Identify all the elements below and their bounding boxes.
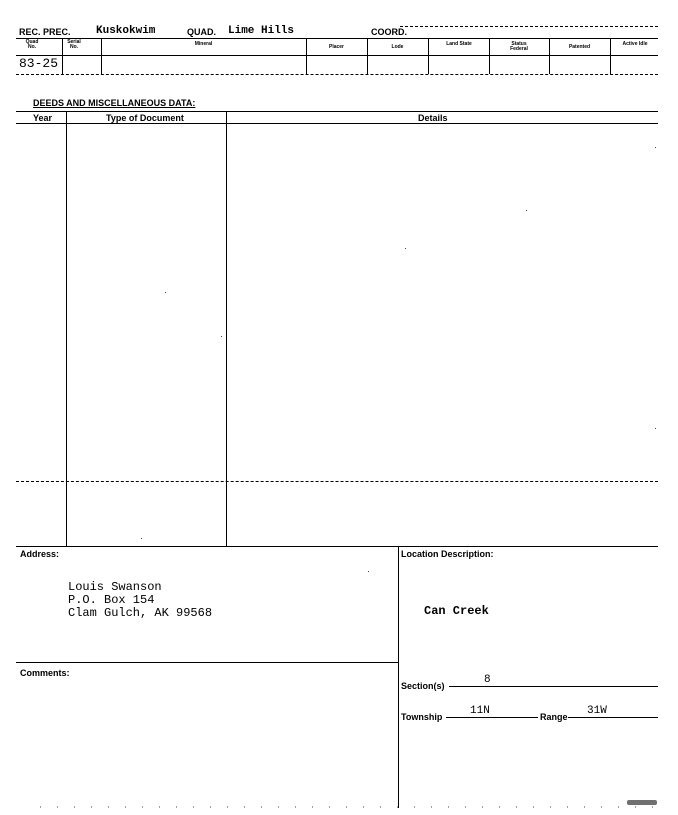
col-header-active-idle: Active Idle bbox=[622, 41, 648, 47]
col-header-serial-no: Serial No. bbox=[67, 39, 81, 50]
scan-speck bbox=[526, 210, 527, 211]
scan-speck bbox=[405, 248, 406, 249]
deeds-table-top bbox=[16, 111, 658, 112]
quad-value: Lime Hills bbox=[228, 25, 295, 37]
deeds-dashed-divider bbox=[16, 481, 658, 482]
deeds-title: DEEDS AND MISCELLANEOUS DATA: bbox=[33, 98, 196, 108]
col-header-placer: Placer bbox=[328, 44, 344, 50]
col-header-mineral: Mineral bbox=[194, 41, 213, 47]
header-table-bottom bbox=[16, 74, 658, 75]
deeds-details-header: Details bbox=[418, 113, 448, 123]
range-underline bbox=[568, 717, 658, 718]
section-underline bbox=[449, 686, 658, 687]
range-value: 31W bbox=[587, 705, 607, 717]
col-sep bbox=[489, 38, 490, 74]
scan-speck bbox=[165, 292, 166, 293]
section-label: Section(s) bbox=[401, 681, 445, 691]
col-sep bbox=[367, 38, 368, 74]
comments-label: Comments: bbox=[20, 668, 70, 678]
bottom-col-sep bbox=[398, 546, 399, 808]
scan-speck bbox=[655, 147, 656, 148]
township-label: Township bbox=[401, 712, 443, 722]
deeds-year-header: Year bbox=[33, 113, 53, 123]
section-value: 8 bbox=[484, 674, 491, 686]
header-dashed-line bbox=[400, 26, 658, 27]
location-value: Can Creek bbox=[424, 604, 489, 618]
col-header-quad-no: Quad No. bbox=[25, 39, 39, 50]
col-header-status-federal: Status Federal bbox=[510, 41, 528, 52]
location-label: Location Description: bbox=[401, 549, 494, 559]
scan-dust-strip bbox=[40, 806, 658, 808]
scan-speck bbox=[655, 428, 656, 429]
col-header-land-state: Land State bbox=[446, 41, 472, 47]
header-table-top bbox=[16, 38, 658, 39]
address-line: Clam Gulch, AK 99568 bbox=[68, 606, 213, 620]
col-sep bbox=[62, 38, 63, 74]
coord-label: COORD. bbox=[371, 27, 407, 37]
scan-speck bbox=[221, 336, 222, 337]
deeds-header-bottom bbox=[16, 123, 658, 124]
address-label: Address: bbox=[20, 549, 60, 559]
deeds-type-header: Type of Document bbox=[106, 113, 184, 123]
scan-blot bbox=[627, 800, 657, 805]
bottom-section-top bbox=[16, 546, 658, 547]
rec-prec-value: Kuskokwim bbox=[96, 25, 156, 37]
address-line: P.O. Box 154 bbox=[68, 593, 155, 607]
address-line: Louis Swanson bbox=[68, 580, 162, 594]
township-value: 11N bbox=[470, 705, 490, 717]
quad-no-value: 83-25 bbox=[19, 56, 59, 71]
header-table-mid bbox=[16, 55, 658, 56]
col-header-lode: Lode bbox=[391, 44, 404, 50]
col-sep bbox=[428, 38, 429, 74]
scan-speck bbox=[368, 571, 369, 572]
address-comments-divider bbox=[16, 662, 398, 663]
range-label: Range bbox=[540, 712, 568, 722]
township-underline bbox=[446, 717, 538, 718]
scan-speck bbox=[141, 538, 142, 539]
rec-prec-label: REC. PREC. bbox=[19, 27, 71, 37]
col-sep bbox=[610, 38, 611, 74]
col-sep bbox=[549, 38, 550, 74]
quad-label: QUAD. bbox=[187, 27, 216, 37]
col-header-patented: Patented bbox=[568, 44, 591, 50]
col-sep bbox=[306, 38, 307, 74]
